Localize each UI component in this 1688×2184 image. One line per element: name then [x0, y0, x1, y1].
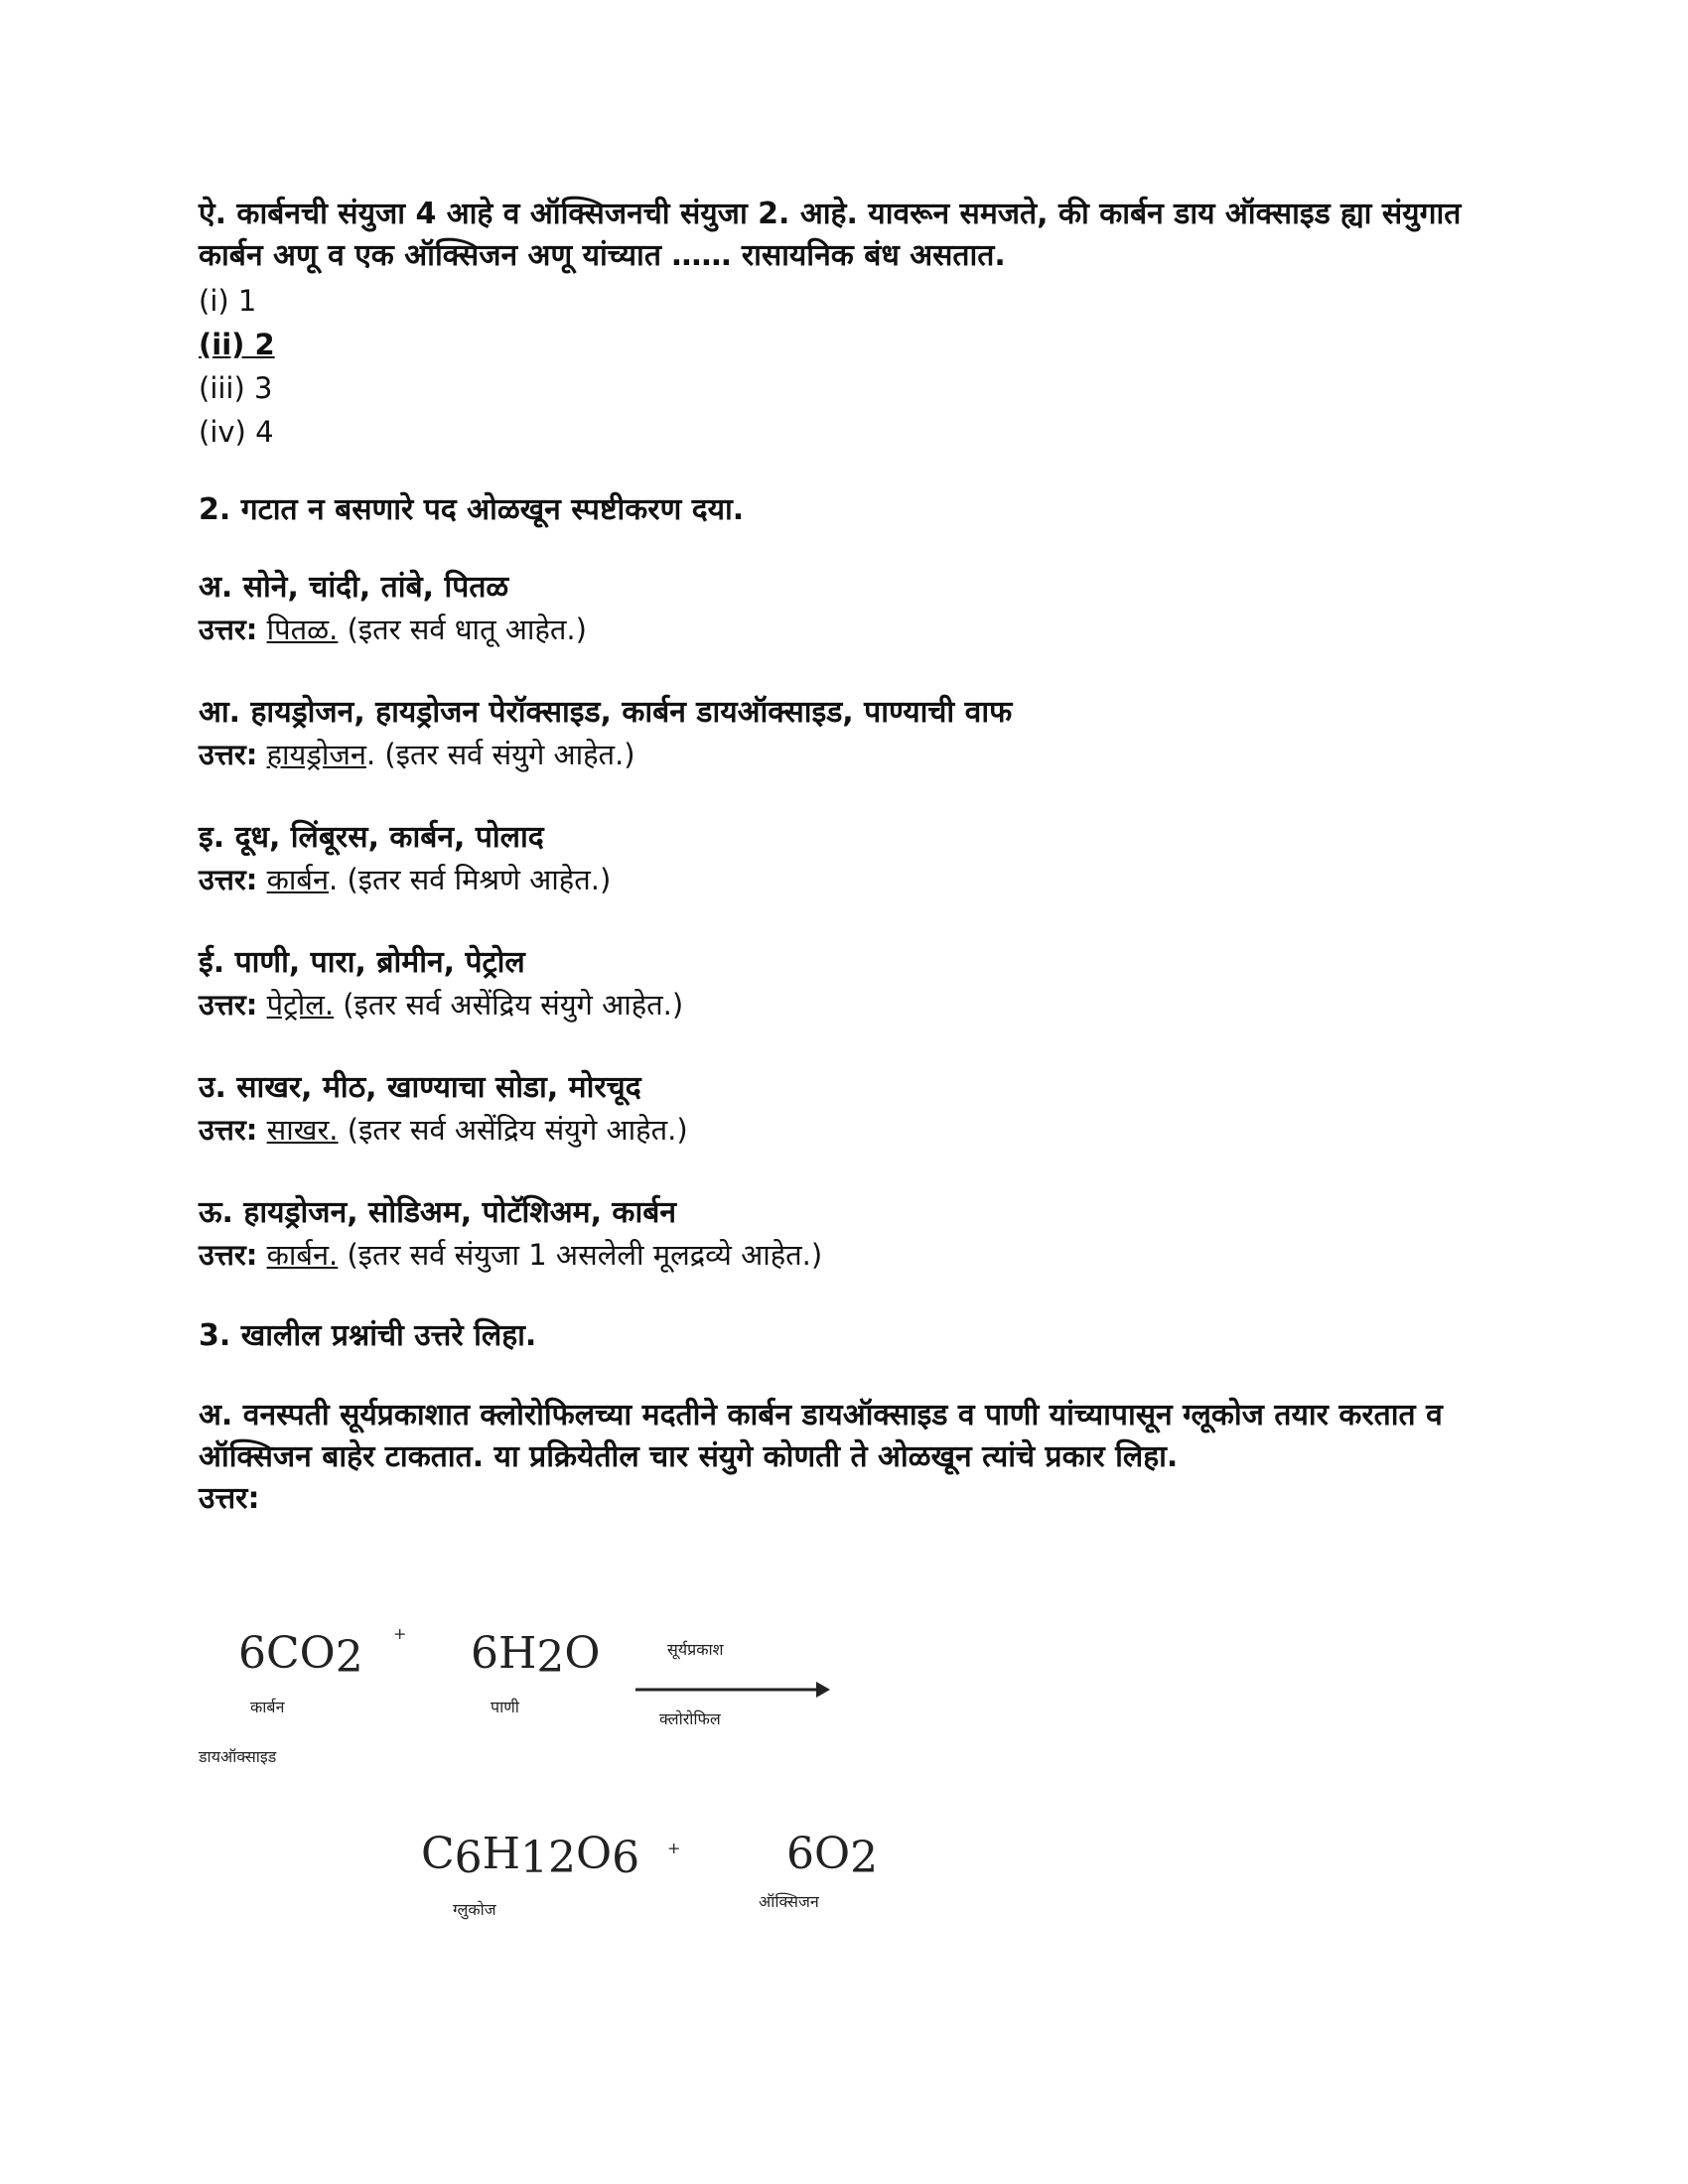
o2-label: ऑक्सिजन [759, 1892, 819, 1911]
glucose-formula: $C_6H_{12}O_6$ [421, 1829, 640, 1884]
co2-label-line1: कार्बन [250, 1698, 285, 1716]
answer-term: साखर. [266, 1113, 339, 1147]
answer-explanation: (इतर सर्व संयुजा 1 असलेली मूलद्रव्ये आहेत.) [338, 1238, 823, 1272]
plus-sign-2: + [667, 1839, 681, 1857]
q3-heading: 3. खालील प्रश्नांची उत्तरे लिहा. [199, 1318, 537, 1353]
h2o-label: पाणी [491, 1698, 519, 1716]
q2-item-answer [199, 1234, 1489, 1276]
q1-option-1: (i) 1 [199, 284, 257, 318]
h2o-formula: $6H_2O$ [471, 1628, 601, 1684]
q2-item [199, 1192, 1489, 1276]
q2-item-question: इ. दूध, लिंबूरस, कार्बन, पोलाद [199, 820, 544, 855]
answer-term: कार्बन [266, 863, 330, 896]
answer-term: पेट्रोल. [266, 988, 335, 1022]
q1-option-4: (iv) 4 [199, 415, 274, 449]
answer-explanation: (इतर सर्व धातू आहेत.) [338, 613, 587, 646]
reaction-arrow-icon [633, 1678, 832, 1702]
q3-stem: अ. वनस्पती सूर्यप्रकाशात क्लोरोफिलच्या मदतीने कार्बन डायऑक्साइड व पाणी यांच्यापासून ग्लूकोज तयार करतात व ऑक्सिजन बाहेर टाकतात. या प्रक्रियेतील चार संयुगे कोणती ते ओळखून त्यांचे प्रकार लिहा. [199, 1398, 1443, 1474]
q1-option-2-correct: (ii) 2 [199, 328, 275, 361]
q2-item-question: आ. हायड्रोजन, हायड्रोजन पेरॉक्साइड, कार्बन डायऑक्साइड, पाण्याची वाफ [199, 695, 1013, 730]
co2-formula: $6CO_2$ [238, 1628, 363, 1684]
answer-label: उत्तर: [199, 738, 258, 771]
answer-label: उत्तर: [199, 863, 258, 896]
o2-formula: $6O_2$ [786, 1829, 879, 1884]
q2-heading: 2. गटात न बसणारे पद ओळखून स्पष्टीकरण दया. [199, 492, 745, 527]
answer-term: हायड्रोजन [266, 738, 366, 771]
q2-item [199, 817, 1489, 900]
co2-label-line2: डायऑक्साइड [199, 1747, 277, 1766]
answer-term: पितळ. [266, 613, 339, 646]
q2-item-question: अ. सोने, चांदी, तांबे, पितळ [199, 570, 509, 605]
q2-item-question: ई. पाणी, पारा, ब्रोमीन, पेट्रोल [199, 945, 525, 980]
answer-label: उत्तर: [199, 613, 258, 646]
q2-item [199, 942, 1489, 1025]
q2-item-answer [199, 609, 1489, 650]
glucose-label: ग्लुकोज [453, 1900, 496, 1919]
q2-item-answer [199, 1109, 1489, 1151]
answer-explanation: (इतर सर्व असेंद्रिय संयुगे आहेत.) [338, 1113, 688, 1147]
arrow-condition-top: सूर्यप्रकाश [667, 1640, 724, 1659]
q2-item [199, 567, 1489, 650]
answer-term: कार्बन. [266, 1238, 339, 1272]
q2-item-answer [199, 734, 1489, 775]
plus-sign-1: + [393, 1624, 407, 1643]
q2-item-question: उ. साखर, मीठ, खाण्याचा सोडा, मोरचूद [199, 1070, 641, 1105]
q1-option-3: (iii) 3 [199, 371, 273, 405]
q2-item-question: ऊ. हायड्रोजन, सोडिअम, पोटॅशिअम, कार्बन [199, 1195, 677, 1230]
answer-label: उत्तर: [199, 1238, 258, 1272]
worksheet [199, 194, 1489, 1520]
q3-answer-label: उत्तर: [199, 1481, 260, 1516]
q2-item [199, 1067, 1489, 1151]
q2-item-answer [199, 859, 1489, 900]
q1-options [199, 279, 1489, 454]
q2-item-answer [199, 984, 1489, 1025]
answer-label: उत्तर: [199, 1113, 258, 1147]
q1-stem: ऐ. कार्बनची संयुजा 4 आहे व ऑक्सिजनची संयुजा 2. आहे. यावरून समजते, की कार्बन डाय ऑक्साइड ह्या संयुगात कार्बन अणू व एक ऑक्सिजन अणू यांच्यात …… रासायनिक बंध असतात. [199, 197, 1462, 273]
answer-explanation: . (इतर सर्व मिश्रणे आहेत.) [329, 863, 612, 896]
q2-item [199, 692, 1489, 775]
answer-explanation: (इतर सर्व असेंद्रिय संयुगे आहेत.) [334, 988, 684, 1022]
answer-label: उत्तर: [199, 988, 258, 1022]
arrow-condition-bottom: क्लोरोफिल [659, 1709, 721, 1728]
answer-explanation: . (इतर सर्व संयुगे आहेत.) [365, 738, 635, 771]
